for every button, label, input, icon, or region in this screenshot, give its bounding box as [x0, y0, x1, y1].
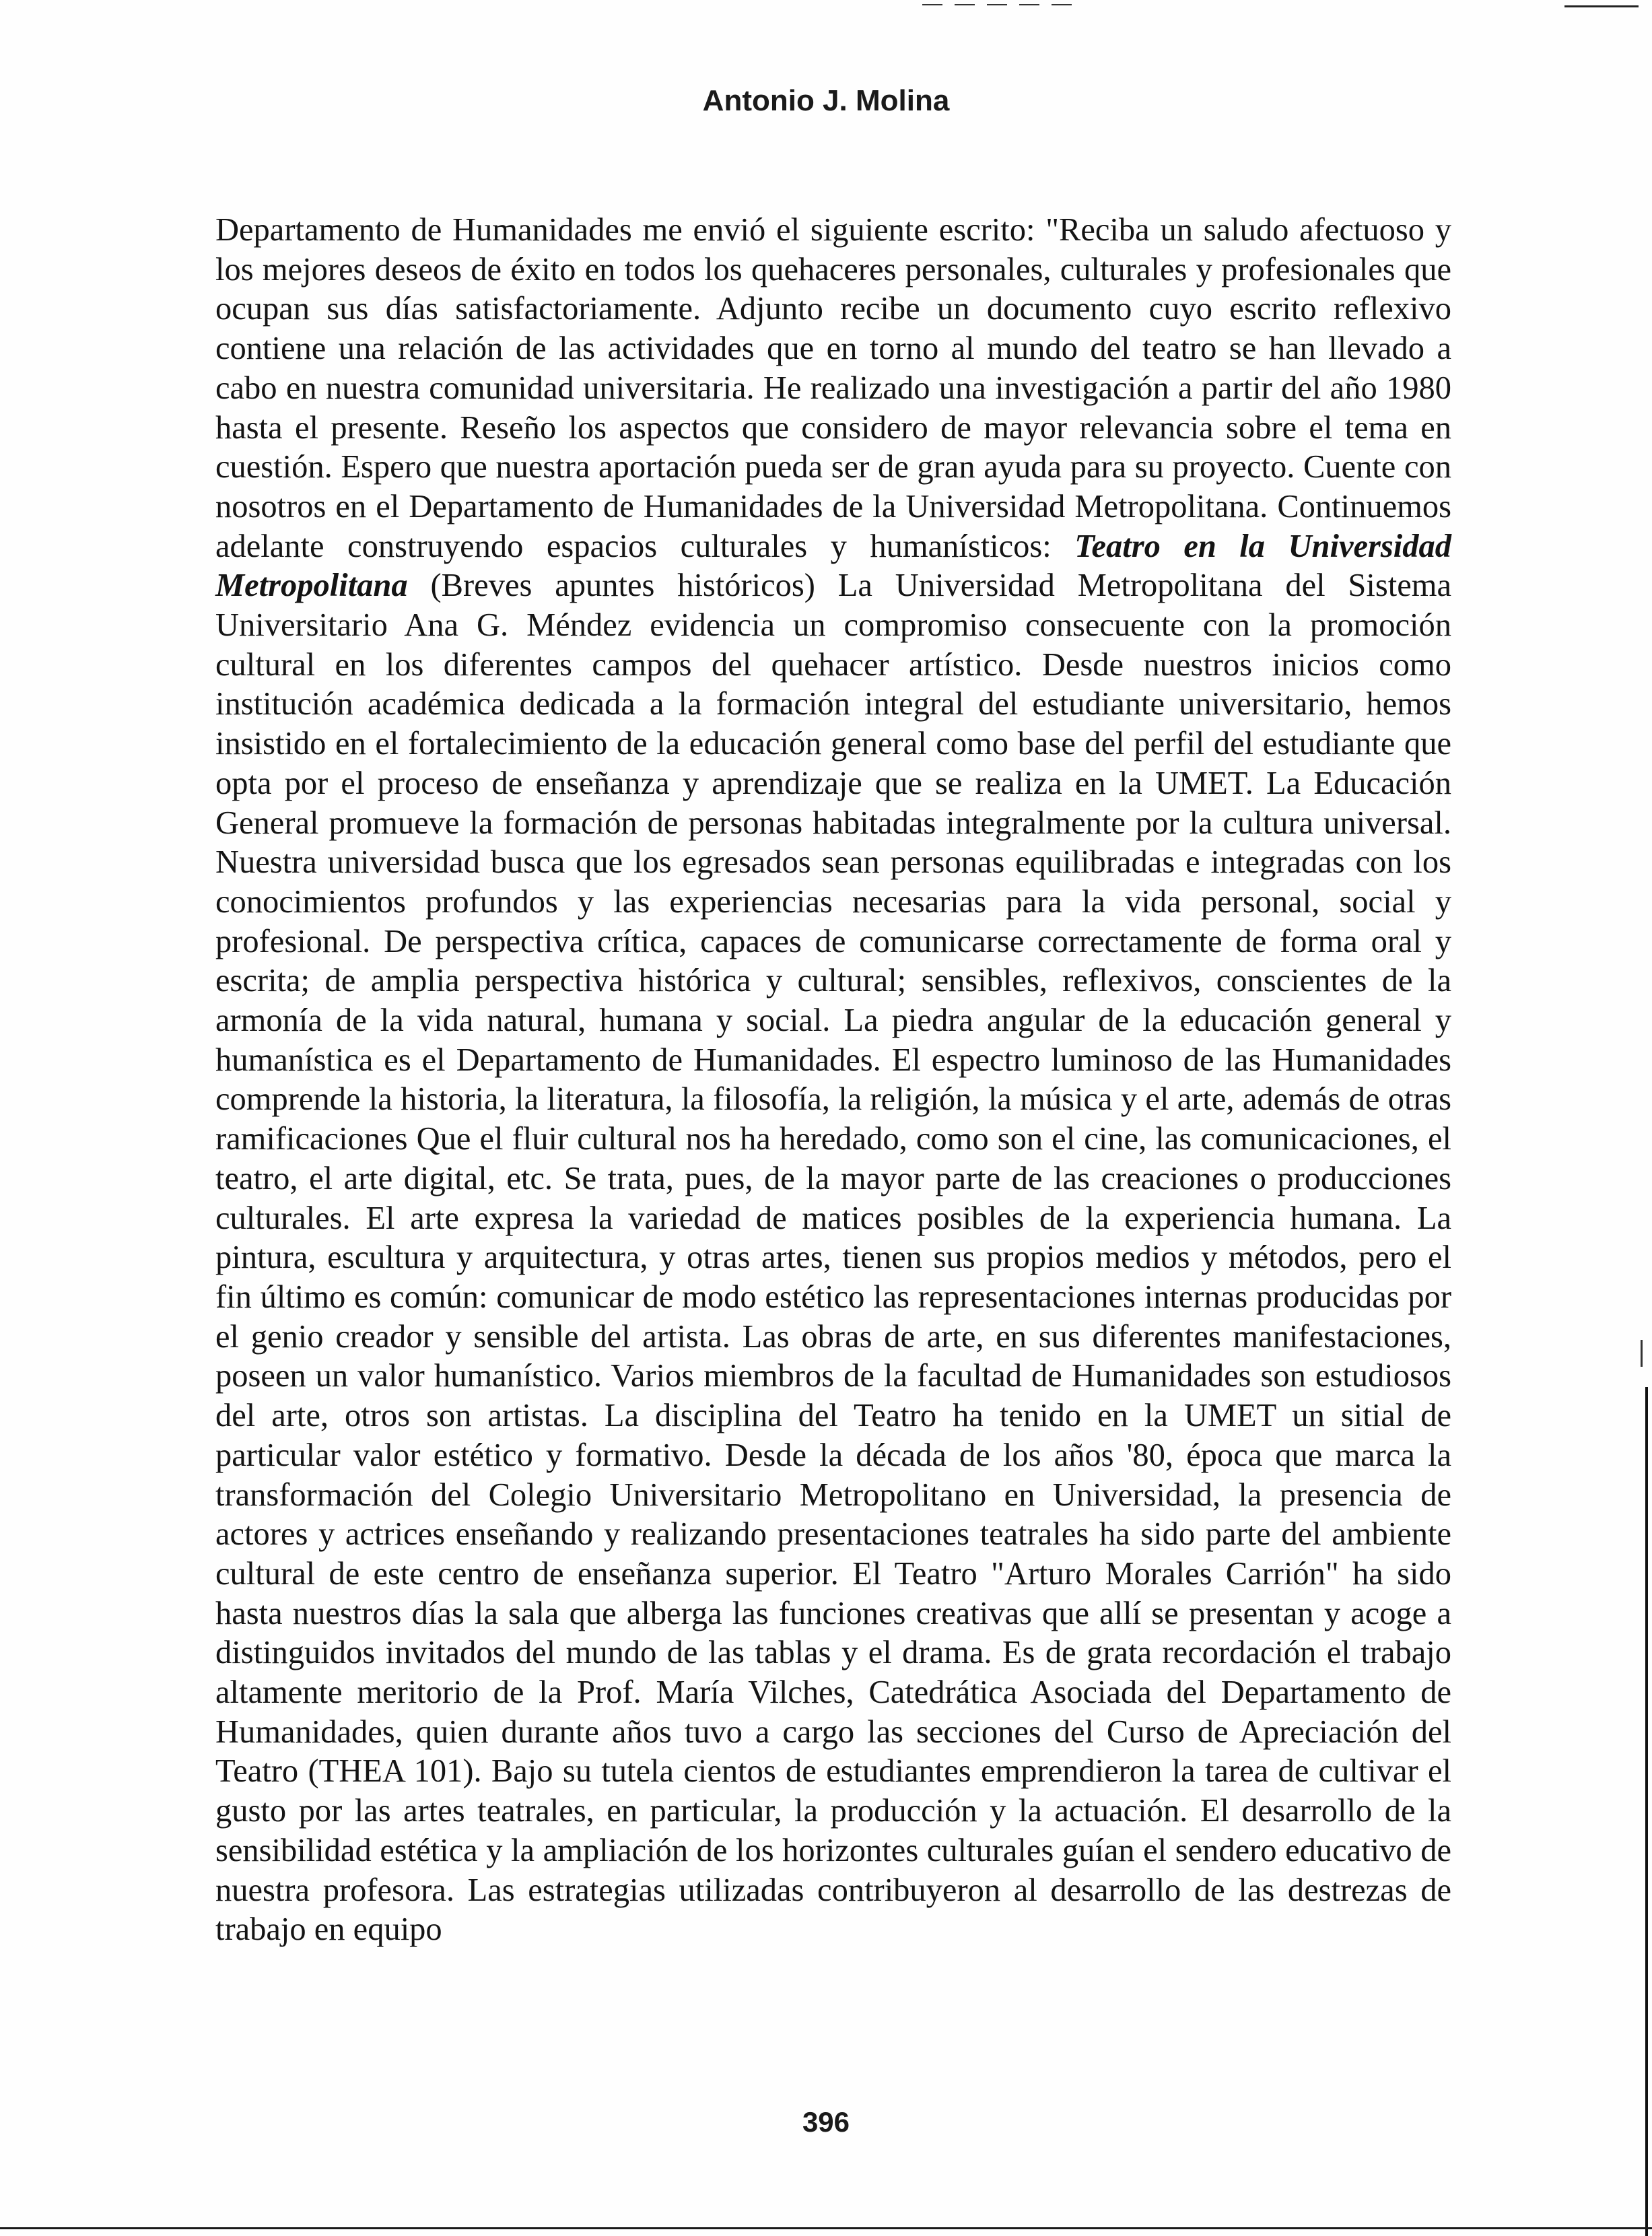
body-text-part-1: Departamento de Humanidades me envió el siguiente escrito: "Reciba un saludo afectuoso y los mejores deseos de éxito en todos los quehaceres personales, culturales y profesionales que ocupan sus días satisfactoriamente. Adjunto recibe un documento cuyo escrito reflexivo contiene una relación de las actividades que en torno al mundo del teatro se han llevado a cabo en nuestra comunidad universitaria. He realizado una investigación a partir del año 1980 hasta el presente. Reseño los aspectos que considero de mayor relevancia sobre el tema en cuestión. Espero que nuestra aportación pueda ser de gran ayuda para su proyecto. Cuente con nosotros en el Departamento de Humanidades de la Universidad Metropolitana. Continuemos adelante construyendo espacios culturales y humanísticos:: [215, 212, 1451, 564]
page-number: 396: [802, 2106, 850, 2138]
scan-artifact-edge-mark: [1641, 1340, 1643, 1367]
body-paragraph: [215, 211, 1451, 1950]
body-text-part-2: (Breves apuntes históricos) La Universidad Metropolitana del Sistema Universitario Ana G. Méndez evidencia un compromiso consecuente con la promoción cultural en los diferentes campos del quehacer artístico. Desde nuestros inicios como institución académica dedicada a la formación integral del estudiante universitario, hemos insistido en el fortalecimiento de la educación general como base del perfil del estudiante que opta por el proceso de enseñanza y aprendizaje que se realiza en la UMET. La Educación General promueve la formación de personas habitadas integralmente por la cultura universal. Nuestra universidad busca que los egresados sean personas equilibradas e integradas con los conocimientos profundos y las experiencias necesarias para la vida personal, social y profesional. De perspectiva crítica, capaces de comunicarse correctamente de forma oral y escrita; de amplia perspectiva histórica y cultural; sensibles, reflexivos, conscientes de la armonía de la vida natural, humana y social. La piedra angular de la educación general y humanística es el Departamento de Humanidades. El espectro luminoso de las Humanidades comprende la historia, la literatura, la filosofía, la religión, la música y el arte, además de otras ramificaciones Que el fluir cultural nos ha heredado, como son el cine, las comunicaciones, el teatro, el arte digital, etc. Se trata, pues, de la mayor parte de las creaciones o producciones culturales. El arte expresa la variedad de matices posibles de la experiencia humana. La pintura, escultura y arquitectura, y otras artes, tienen sus propios medios y métodos, pero el fin último es común: comunicar de modo estético las representaciones internas producidas por el genio creador y sensible del artista. Las obras de arte, en sus diferentes manifestaciones, poseen un valor humanístico. Varios miembros de la facultad de Humanidades son estudiosos del arte, otros son artistas. La disciplina del Teatro ha tenido en la UMET un sitial de particular valor estético y formativo. Desde la década de los años '80, época que marca la transformación del Colegio Universitario Metropolitano en Universidad, la presencia de actores y actrices enseñando y realizando presentaciones teatrales ha sido parte del ambiente cultural de este centro de enseñanza superior. El Teatro "Arturo Morales Carrión" ha sido hasta nuestros días la sala que alberga las funciones creativas que allí se presentan y acoge a distinguidos invitados del mundo de las tablas y el drama. Es de grata recordación el trabajo altamente meritorio de la Prof. María Vilches, Catedrática Asociada del Departamento de Humanidades, quien durante años tuvo a cargo las secciones del Curso de Apreciación del Teatro (THEA 101). Bajo su tutela cientos de estudiantes emprendieron la tarea de cultivar el gusto por las artes teatrales, en particular, la producción y la actuación. El desarrollo de la sensibilidad estética y la ampliación de los horizontes culturales guían el sendero educativo de nuestra profesora. Las estrategias utilizadas contribuyeron al desarrollo de las destrezas de trabajo en equipo: [215, 568, 1451, 1948]
scan-artifact-bottom-line: [0, 2227, 1652, 2229]
scan-artifact-top-line: [1564, 5, 1639, 7]
scan-artifact-top-dashes: [922, 4, 1084, 5]
running-header-author: Antonio J. Molina: [702, 84, 950, 117]
section-title-emphasis: Teatro en la Universidad Metropolitana: [215, 528, 1452, 604]
scan-artifact-right-edge: [1645, 1387, 1648, 2236]
